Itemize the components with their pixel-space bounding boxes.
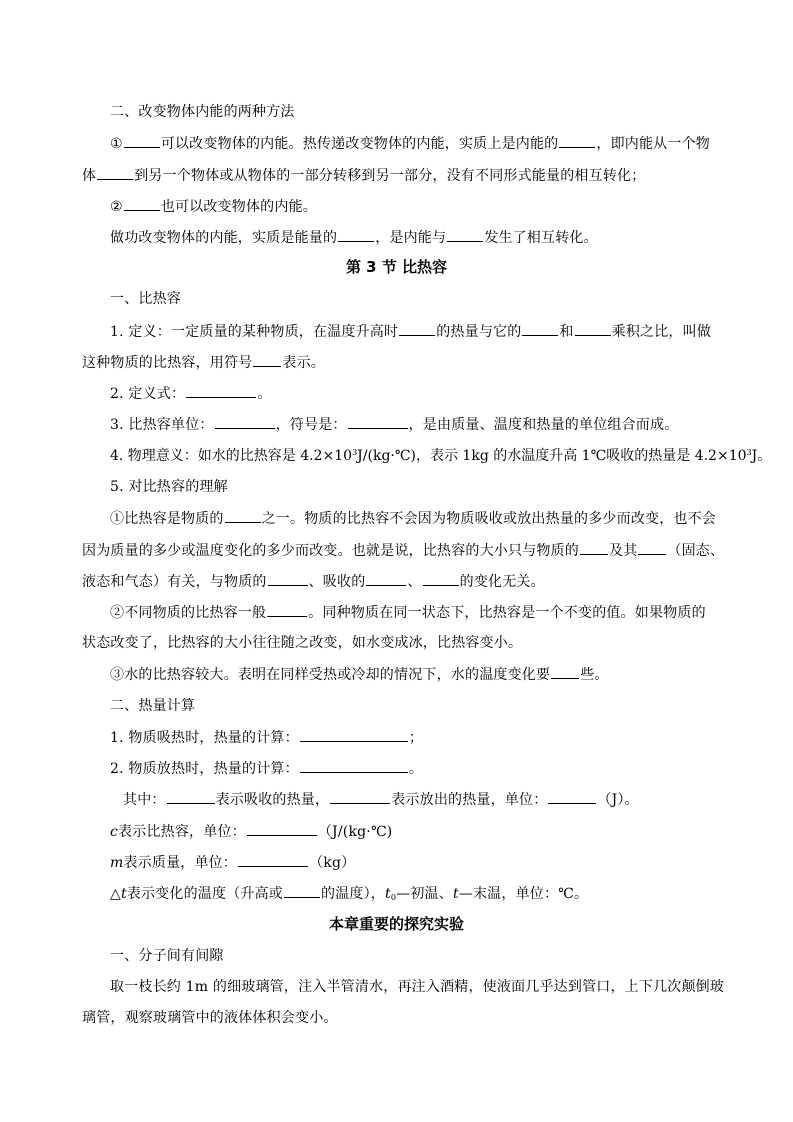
calc-c: c表示比热容，单位： （J/(kg·℃) bbox=[110, 824, 393, 840]
blank bbox=[167, 790, 215, 804]
blank bbox=[447, 228, 483, 242]
understanding-1-cont: 因为质量的多少或温度变化的多少而改变。也就是说，比热容的大小只与物质的 及其 （固态、 bbox=[82, 543, 725, 559]
experiment-text-cont: 璃管，观察玻璃管中的液体体积会变小。 bbox=[82, 1010, 338, 1026]
understanding-3: ③水的比热容较大。表明在同样受热或冷却的情况下，水的温度变化要 些。 bbox=[110, 667, 609, 683]
paragraph-heat-transfer-cont: 体 到另一个物体或从物体的一部分转移到另一部分，没有不同形式能量的相互转化； bbox=[82, 168, 646, 184]
blank bbox=[253, 353, 281, 367]
subheading-specific-heat: 一、比热容 bbox=[110, 291, 181, 307]
subheading-molecule-gaps: 一、分子间有间隙 bbox=[110, 948, 224, 964]
subheading-heat-calc: 二、热量计算 bbox=[110, 698, 196, 714]
paragraph-work-essence: 做功改变物体的内能，实质是能量的 ，是内能与 发生了相互转化。 bbox=[110, 230, 598, 246]
understanding-2-cont: 状态改变了，比热容的大小往往随之改变，如水变成冰，比热容变小。 bbox=[82, 635, 523, 651]
blank bbox=[638, 541, 666, 555]
blank bbox=[366, 572, 406, 586]
blank bbox=[215, 415, 275, 429]
paragraph-heat-transfer: ① 可以改变物体的内能。热传递改变物体的内能，实质上是内能的 ，即内能从一个物 bbox=[110, 136, 710, 152]
blank bbox=[300, 759, 408, 773]
calc-m: m表示质量，单位： （kg） bbox=[110, 855, 356, 871]
understanding-1: ①比热容是物质的 之一。物质的比热容不会因为物质吸收或放出热量的多少而改变，也不会 bbox=[110, 511, 717, 527]
blank bbox=[423, 572, 459, 586]
paragraph-work: ② 也可以改变物体的内能。 bbox=[110, 199, 317, 215]
blank bbox=[330, 790, 390, 804]
blank bbox=[97, 166, 133, 180]
blank bbox=[124, 197, 160, 211]
blank bbox=[124, 134, 160, 148]
calc-release: 2. 物质放热时，热量的计算： 。 bbox=[110, 761, 424, 777]
understanding-heading: 5. 对比热容的理解 bbox=[110, 479, 228, 495]
meaning-line: 4. 物理意义：如水的比热容是 $4.2\times 10^3J/(kg\cdot℃)$，表示 1kg 的水温度升高 1℃吸收的热量是 $4.2\times 10^3J$。 bbox=[110, 448, 772, 464]
unit-line: 3. 比热容单位： ，符号是： ，是由质量、温度和热量的单位组合而成。 bbox=[110, 417, 679, 433]
blank bbox=[559, 134, 595, 148]
blank bbox=[186, 384, 256, 398]
blank bbox=[399, 322, 435, 336]
blank bbox=[575, 322, 611, 336]
blank bbox=[551, 665, 579, 679]
blank bbox=[267, 603, 307, 617]
blank bbox=[238, 853, 308, 867]
understanding-2: ②不同物质的比热容一般 。同种物质在同一状态下，比热容是一个不变的值。如果物质的 bbox=[110, 605, 706, 621]
section-heading-methods: 二、改变物体内能的两种方法 bbox=[110, 104, 295, 120]
definition-line: 1. 定义：一定质量的某种物质，在温度升高时 的热量与它的 和 乘积之比，叫做 bbox=[110, 324, 712, 340]
experiment-text: 取一枝长约 1m 的细玻璃管，注入半管清水，再注入酒精，使液面几乎达到管口，上下几次颠倒玻 bbox=[110, 979, 725, 995]
blank bbox=[300, 728, 408, 742]
blank bbox=[348, 415, 408, 429]
blank bbox=[522, 322, 558, 336]
formula-line: 2. 定义式： 。 bbox=[110, 386, 272, 402]
understanding-1-end: 液态和气态）有关，与物质的 、吸收的 、 的变化无关。 bbox=[82, 574, 545, 590]
blank bbox=[284, 884, 320, 898]
calc-delta-t: △t表示变化的温度（升高或 的温度），$t_0—$初温、t—末温，单位：℃。 bbox=[110, 886, 589, 902]
blank bbox=[338, 228, 374, 242]
blank bbox=[268, 572, 308, 586]
section-title-specific-heat: 第 3 节 比热容 bbox=[345, 258, 448, 276]
section-title-experiments: 本章重要的探究实验 bbox=[328, 915, 464, 933]
blank bbox=[580, 541, 608, 555]
calc-absorb: 1. 物质吸热时，热量的计算： ； bbox=[110, 730, 424, 746]
blank bbox=[225, 509, 261, 523]
calc-where: 其中： 表示吸收的热量， 表示放出的热量，单位： （J）。 bbox=[123, 792, 639, 808]
definition-line-cont: 这种物质的比热容，用符号 表示。 bbox=[82, 355, 326, 371]
blank bbox=[247, 822, 317, 836]
blank bbox=[548, 790, 596, 804]
